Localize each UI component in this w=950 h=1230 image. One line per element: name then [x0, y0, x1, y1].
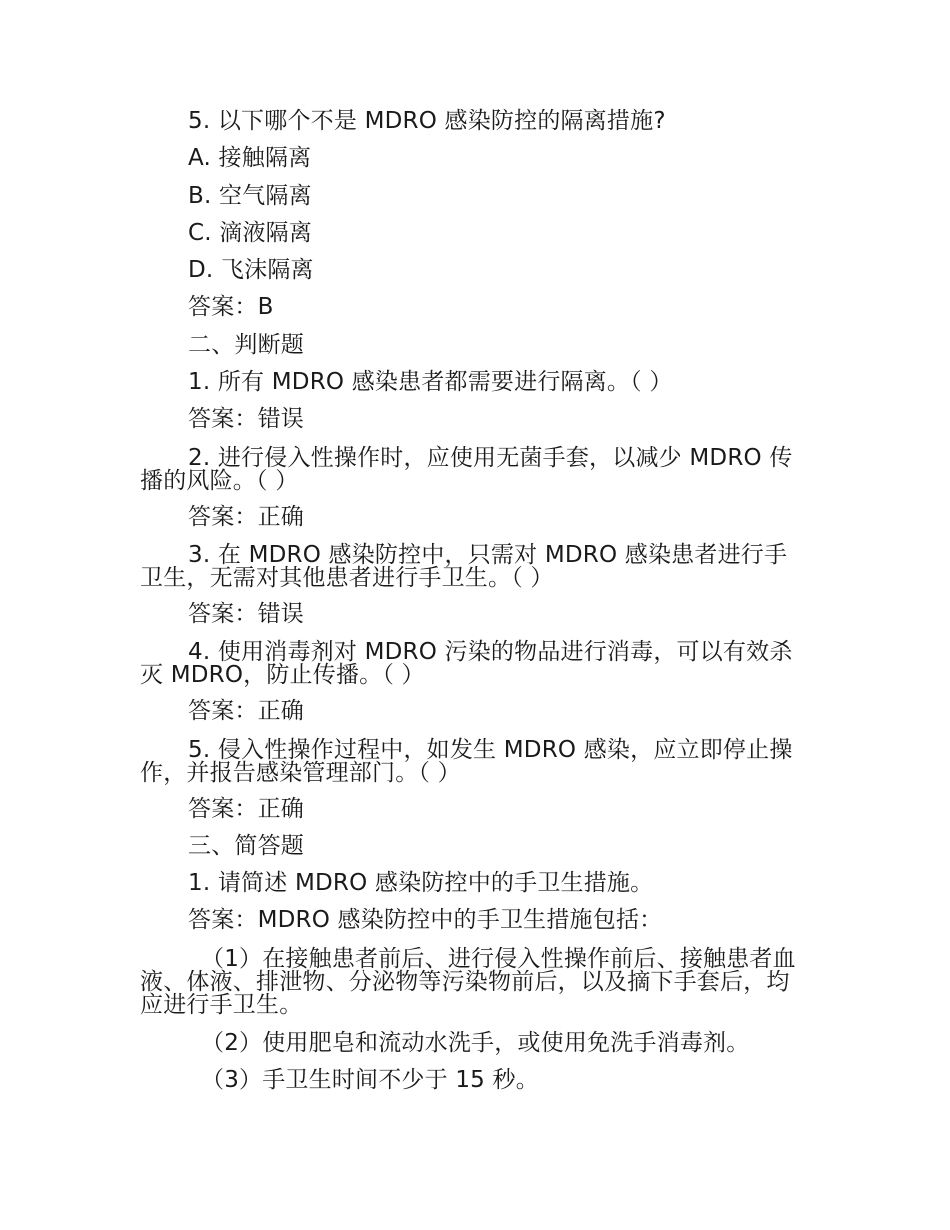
judge-answer-5: 答案：正确 — [188, 795, 304, 822]
judge-answer-2: 答案：正确 — [188, 503, 304, 530]
section-heading-short-answer: 三、简答题 — [188, 832, 304, 859]
judge-item-1: 1. 所有 MDRO 感染患者都需要进行隔离。（ ） — [188, 369, 673, 396]
option-c: C. 滴液隔离 — [188, 219, 313, 246]
short-answer-point-1: （1）在接触患者前后、进行侵入性操作前后、接触患者血液、体液、排泄物、分泌物等污染物前后，以及摘下手套后，均应进行手卫生。 — [140, 945, 796, 1018]
judge-answer-3: 答案：错误 — [188, 600, 304, 627]
judge-item-2: 2. 进行侵入性操作时，应使用无菌手套，以减少 MDRO 传播的风险。（ ） — [140, 444, 793, 494]
short-answer-point-2: （2）使用肥皂和流动水洗手，或使用免洗手消毒剂。 — [201, 1029, 750, 1056]
question-5-answer: 答案：B — [188, 294, 274, 321]
judge-item-3: 3. 在 MDRO 感染防控中，只需对 MDRO 感染患者进行手卫生，无需对其他患者进行手卫生。（ ） — [140, 541, 788, 591]
document-content — [140, 103, 805, 1099]
section-heading-judge: 二、判断题 — [188, 331, 304, 358]
short-answer-intro: 答案：MDRO 感染防控中的手卫生措施包括： — [188, 907, 663, 934]
short-answer-point-3: （3）手卫生时间不少于 15 秒。 — [201, 1067, 539, 1094]
option-b: B. 空气隔离 — [188, 182, 312, 209]
option-d: D. 飞沫隔离 — [188, 257, 314, 284]
judge-answer-4: 答案：正确 — [188, 698, 304, 725]
option-a: A. 接触隔离 — [188, 145, 312, 172]
judge-answer-1: 答案：错误 — [188, 406, 304, 433]
judge-item-4: 4. 使用消毒剂对 MDRO 污染的物品进行消毒，可以有效杀灭 MDRO，防止传播。（ ） — [140, 639, 793, 689]
judge-item-5: 5. 侵入性操作过程中，如发生 MDRO 感染，应立即停止操作，并报告感染管理部门。（ ） — [140, 736, 793, 786]
question-5-text: 5. 以下哪个不是 MDRO 感染防控的隔离措施? — [188, 108, 666, 134]
short-question-1: 1. 请简述 MDRO 感染防控中的手卫生措施。 — [188, 870, 654, 897]
